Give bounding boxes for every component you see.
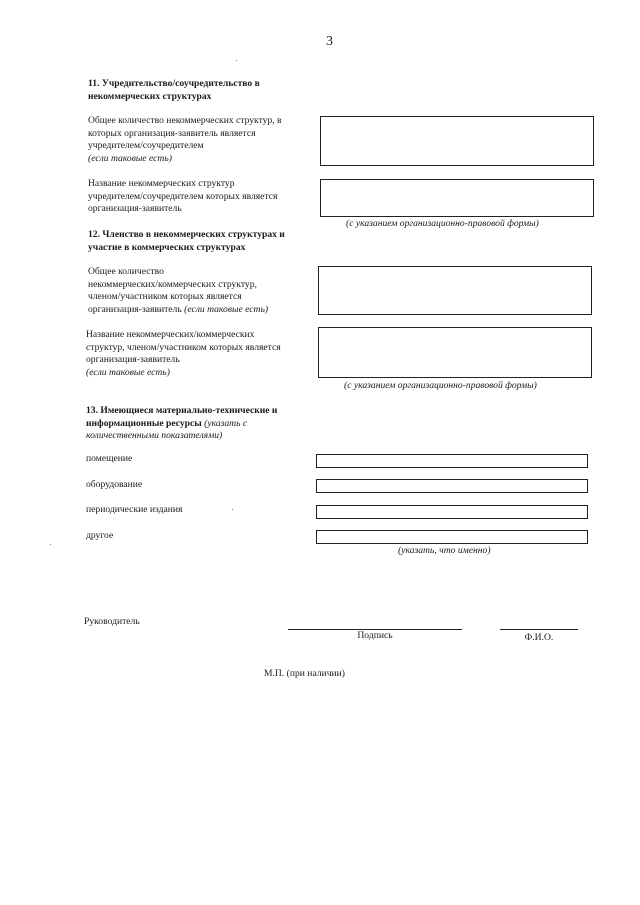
s11-count-field[interactable]: [320, 116, 594, 166]
s12-names-caption: (с указанием организационно-правовой формы): [344, 380, 537, 391]
section-12-question-2: [86, 329, 281, 379]
s12-q2-note: (если таковые есть): [86, 366, 170, 378]
s11-q2-line1: Название некоммерческих структур: [88, 178, 235, 189]
resource-label-premises: помещение: [86, 453, 133, 464]
section-13-title: [86, 405, 277, 443]
section-13-title-line1: 13. Имеющиеся материально-технические и: [86, 405, 278, 416]
s11-names-field[interactable]: [320, 179, 594, 217]
stamp-label: М.П. (при наличии): [264, 668, 345, 679]
s12-q1-note: (если таковые есть): [184, 303, 269, 315]
s12-q1-line2: некоммерческих/коммерческих структур,: [88, 278, 257, 290]
resource-field-periodicals[interactable]: [316, 505, 588, 519]
signature-label: Подпись: [357, 630, 393, 641]
section-13-title-line2-note: (указать с: [204, 417, 248, 429]
s12-q1-line4: [88, 304, 268, 317]
section-12-title-line1: 12. Членство в некоммерческих структурах и: [88, 229, 285, 240]
s12-q1-line3: членом/участником которых является: [88, 291, 242, 303]
section-12-title: [88, 229, 285, 254]
resource-field-premises[interactable]: [316, 454, 588, 468]
section-13-title-line2-bold: информационные ресурсы: [86, 417, 202, 429]
s12-q2-line2: структур, членом/участником которых является: [86, 341, 281, 353]
s12-q2-line1: Название некоммерческих/коммерческих: [86, 329, 255, 340]
resource-label-other: другое: [86, 530, 114, 541]
scan-speck: [232, 509, 233, 510]
s12-names-field[interactable]: [318, 327, 592, 378]
s11-q2-line3: организация-заявитель: [88, 203, 182, 215]
section-12-title-line2: участие в коммерческих структурах: [88, 241, 246, 253]
section-11-title-line2: некоммерческих структурах: [88, 90, 212, 102]
resource-field-other[interactable]: [316, 530, 588, 544]
scan-speck: [50, 544, 51, 545]
s11-q1-line2: которых организация-заявитель является: [88, 127, 256, 139]
s11-q1-note: (если таковые есть): [88, 152, 172, 164]
resource-label-periodicals: периодические издания: [86, 504, 183, 515]
resource-label-equipment: оборудование: [86, 479, 143, 490]
section-11-title: [88, 78, 260, 103]
scan-speck: [236, 60, 237, 61]
resource-other-caption: (указать, что именно): [398, 545, 491, 556]
section-11-title-line1: 11. Учредительство/соучредительство в: [88, 78, 260, 89]
resource-field-equipment[interactable]: [316, 479, 588, 493]
name-line[interactable]: [500, 629, 578, 630]
s12-q1-line4-text: организация-заявитель: [88, 303, 182, 315]
section-13-title-line3: количественными показателями): [86, 430, 223, 442]
section-11-question-1: [88, 115, 282, 165]
section-11-question-2: [88, 178, 277, 216]
section-13-title-line2: [86, 418, 277, 431]
s11-q1-line1: Общее количество некоммерческих структур, в: [88, 115, 282, 126]
s11-q2-line2: учредителем/соучредителем которых является: [88, 190, 278, 202]
s11-q1-line3: учредителем/соучредителем: [88, 140, 204, 152]
s12-q2-line3: организация-заявитель: [86, 354, 180, 366]
name-label: Ф.И.О.: [524, 632, 554, 643]
s12-q1-line1: Общее количество: [88, 266, 164, 277]
s11-names-caption: (с указанием организационно-правовой формы): [346, 218, 539, 229]
page-number: 3: [326, 34, 333, 49]
head-label: Руководитель: [84, 616, 140, 627]
s12-count-field[interactable]: [318, 266, 592, 315]
section-12-question-1: [88, 266, 268, 316]
